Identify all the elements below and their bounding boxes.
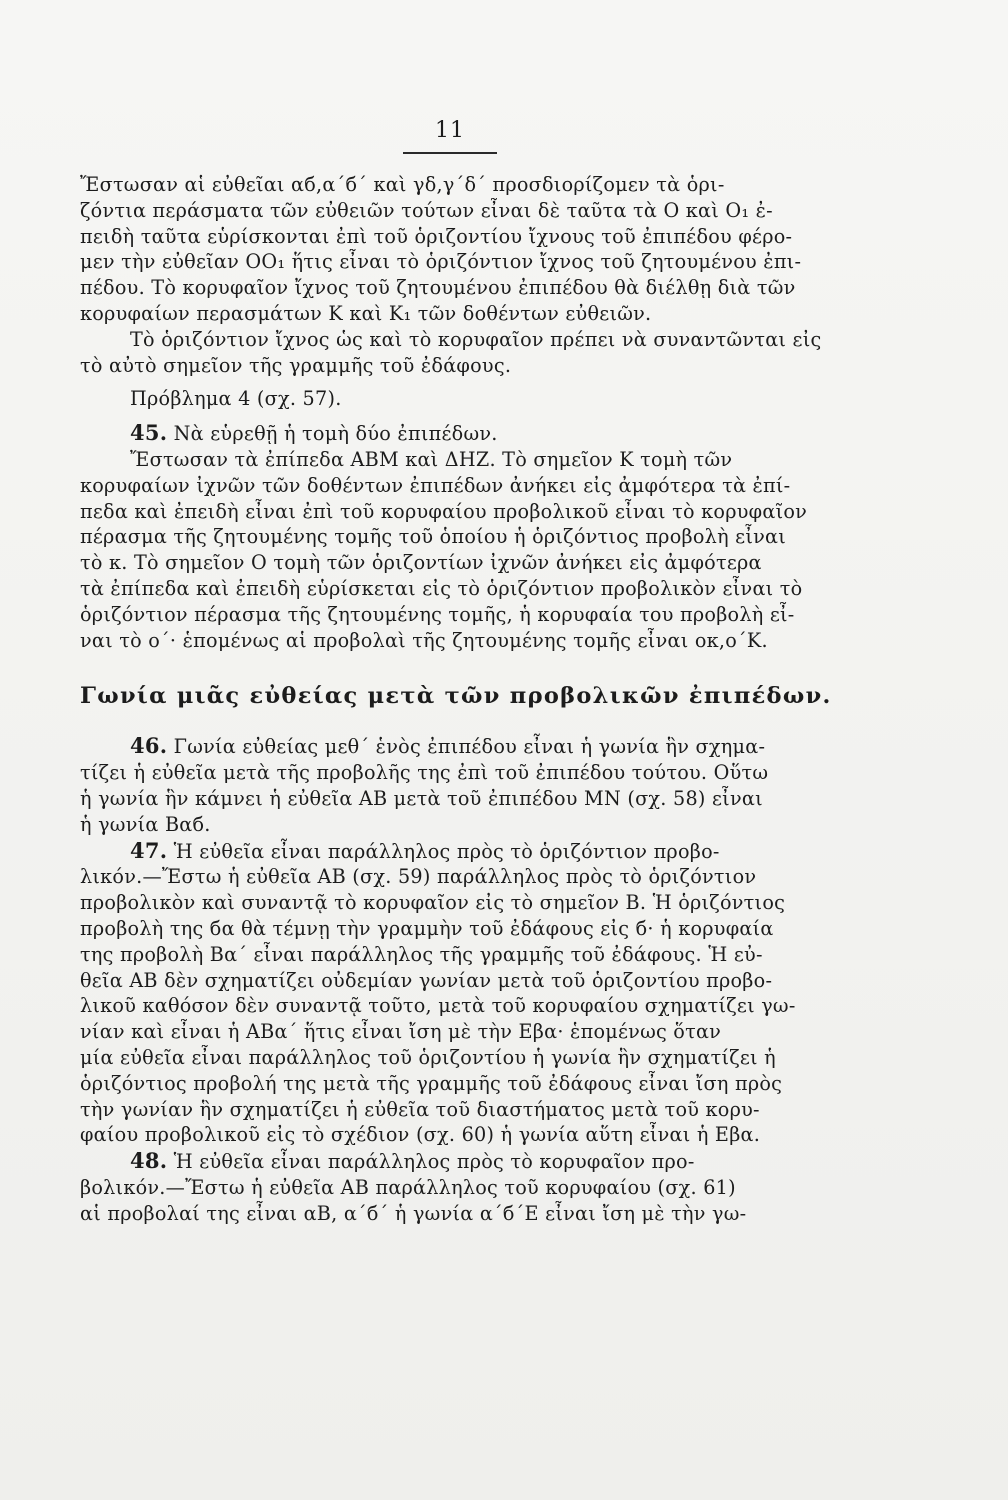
text-line: ὁριζόντιον πέρασμα τῆς ζητουμένης τομῆς, ἡ κορυφαία του προβολὴ εἶ- — [80, 602, 795, 626]
text-line: πειδὴ ταῦτα εὑρίσκονται ἐπὶ τοῦ ὁριζοντίου ἴχνους τοῦ ἐπιπέδου φέρο- — [80, 224, 793, 248]
text-line: μία εὐθεῖα εἶναι παράλληλος τοῦ ὁριζοντίου ἡ γωνία ἣν σχηματίζει ἡ — [80, 1045, 776, 1069]
section-number: 45. — [130, 420, 168, 446]
page-number-rule — [403, 152, 497, 154]
text-line: της προβολὴ Βα΄ εἶναι παράλληλος τῆς γραμμῆς τοῦ ἐδάφους. Ἡ εὐ- — [80, 942, 763, 966]
text-line: τὰ ἐπίπεδα καὶ ἐπειδὴ εὑρίσκεται εἰς τὸ ὁριζόντιον προβολικὸν εἶναι τὸ — [80, 576, 803, 600]
text-line: Ἔστωσαν τὰ ἐπίπεδα ΑΒΜ καὶ ΔΗΖ. Τὸ σημεῖον Κ τομὴ τῶν — [130, 447, 733, 471]
section-48-first-line — [80, 1148, 850, 1175]
section-number: 47. — [130, 837, 168, 863]
text-line: φαίου προβολικοῦ εἰς τὸ σχέδιον (σχ. 60) ἡ γωνία αὕτη εἶναι ἡ Εβα. — [80, 1123, 761, 1147]
text-line: Ἔστωσαν αἱ εὐθεῖαι αб,α΄б΄ καὶ γδ,γ΄δ΄ προσδιορίζομεν τὰ ὁρι- — [80, 173, 725, 196]
text-line: λικόν.—Ἔστω ἡ εὐθεῖα ΑΒ (σχ. 59) παράλληλος πρὸς τὸ ὁριζόντιον — [80, 865, 757, 889]
text-line: Γωνία εὐθείας μεθ΄ ἑνὸς ἐπιπέδου εἶναι ἡ γωνία ἣν σχημα- — [167, 735, 766, 759]
section-45 — [80, 420, 850, 653]
section-47-first-line — [80, 838, 850, 865]
paragraph-1 — [80, 172, 850, 327]
text-line: νίαν καὶ εἶναι ἡ ΑΒα΄ ἥτις εἶναι ἴση μὲ τὴν Εβα· ἑπομένως ὅταν — [80, 1020, 722, 1044]
text-line: κορυφαίων ἰχνῶν τῶν δοθέντων ἐπιπέδων ἀνήκει εἰς ἀμφότερα τὰ ἐπί- — [80, 473, 791, 497]
text-line: Ἡ εὐθεῖα εἶναι παράλληλος πρὸς τὸ ὁριζόντιον προβο- — [167, 839, 720, 863]
text-line: ναι τὸ ο΄· ἑπομένως αἱ προβολαὶ τῆς ζητουμένης τομῆς εἶναι οκ,ο΄Κ. — [80, 628, 768, 652]
text-line: βολικόν.—Ἔστω ἡ εὐθεῖα ΑΒ παράλληλος τοῦ κορυφαίου (σχ. 61) — [80, 1175, 736, 1199]
section-heading: Γωνία μιᾶς εὐθείας μετὰ τῶν προβολικῶν ἐπιπέδων. — [80, 683, 832, 710]
text-line: τὴν γωνίαν ἣν σχηματίζει ἡ εὐθεῖα τοῦ διαστήματος μετὰ τοῦ κορυ- — [80, 1097, 760, 1121]
text-line: πέδου. Τὸ κορυφαῖον ἴχνος τοῦ ζητουμένου ἐπιπέδου θὰ διέλθῃ διὰ τῶν — [80, 276, 796, 300]
text-line: αἱ προβολαί της εἶναι αΒ, α΄б΄ ἡ γωνία α΄б΄Ε εἶναι ἴση μὲ τὴν γω- — [80, 1201, 747, 1225]
text-line: τίζει ἡ εὐθεῖα μετὰ τῆς προβολῆς της ἐπὶ τοῦ ἐπιπέδου τούτου. Οὕτω — [80, 761, 769, 785]
section-number: 48. — [130, 1148, 168, 1174]
section-47 — [80, 838, 850, 1149]
section-48 — [80, 1148, 850, 1226]
text-line: ἡ γωνία Βαб. — [80, 812, 211, 836]
section-number: 46. — [130, 733, 168, 759]
text-line: μεν τὴν εὐθεῖαν ΟΟ₁ ἥτις εἶναι τὸ ὁριζόντιον ἴχνος τοῦ ζητουμένου ἐπι- — [80, 250, 802, 274]
page-number: 11 — [435, 118, 465, 143]
text-line: Ἡ εὐθεῖα εἶναι παράλληλος πρὸς τὸ κορυφαῖον προ- — [167, 1150, 695, 1174]
text-line: Τὸ ὁριζόντιον ἴχνος ὡς καὶ τὸ κορυφαῖον πρέπει νὰ συναντῶνται εἰς — [130, 327, 822, 351]
text-line: λικοῦ καθόσον δὲν συναντᾷ τοῦτο, μετὰ τοῦ κορυφαίου σχηματίζει γω- — [80, 994, 796, 1018]
text-line: ὁριζόντιος προβολή της μετὰ τῆς γραμμῆς τοῦ ἐδάφους εἶναι ἴση πρὸς — [80, 1071, 783, 1095]
text-line: τὸ κ. Τὸ σημεῖον Ο τομὴ τῶν ὁριζοντίων ἰχνῶν ἀνήκει εἰς ἀμφότερα — [80, 551, 762, 575]
text-line: προβολικὸν καὶ συναντᾷ τὸ κορυφαῖον εἰς τὸ σημεῖον Β. Ἡ ὁριζόντιος — [80, 891, 786, 915]
text-line: πεδα καὶ ἐπειδὴ εἶναι ἐπὶ τοῦ κορυφαίου προβολικοῦ εἶναι τὸ κορυφαῖον — [80, 499, 808, 523]
body-text — [80, 172, 850, 1226]
section-title-text: Νὰ εὑρεθῇ ἡ τομὴ δύο ἐπιπέδων. — [167, 422, 498, 446]
text-line: τὸ αὐτὸ σημεῖον τῆς γραμμῆς τοῦ ἐδάφους. — [80, 353, 512, 377]
text-line: προβολὴ της бα θὰ τέμνῃ τὴν γραμμὴν τοῦ ἐδάφους εἰς б· ἡ κορυφαία — [80, 916, 774, 940]
paragraph-2 — [80, 327, 850, 379]
text-line: πέρασμα τῆς ζητουμένης τομῆς τοῦ ὁποίου ἡ ὁριζόντιος προβολὴ εἶναι — [80, 525, 787, 549]
text-line: θεῖα ΑΒ δὲν σχηματίζει οὐδεμίαν γωνίαν μετὰ τοῦ ὁριζοντίου προβο- — [80, 968, 773, 992]
section-46 — [80, 733, 850, 837]
section-46-first-line — [80, 733, 850, 760]
text-line: κορυφαίων περασμάτων Κ καὶ Κ₁ τῶν δοθέντων εὐθειῶν. — [80, 301, 652, 325]
section-45-title — [80, 420, 850, 447]
text-line: ἡ γωνία ἣν κάμνει ἡ εὐθεῖα ΑΒ μετὰ τοῦ ἐπιπέδου ΜΝ (σχ. 58) εἶναι — [80, 786, 763, 810]
problem-label: Πρόβλημα 4 (σχ. 57). — [130, 387, 342, 411]
text-line: ζόντια περάσματα τῶν εὐθειῶν τούτων εἶναι δὲ ταῦτα τὰ Ο καὶ Ο₁ ἐ- — [80, 198, 773, 222]
